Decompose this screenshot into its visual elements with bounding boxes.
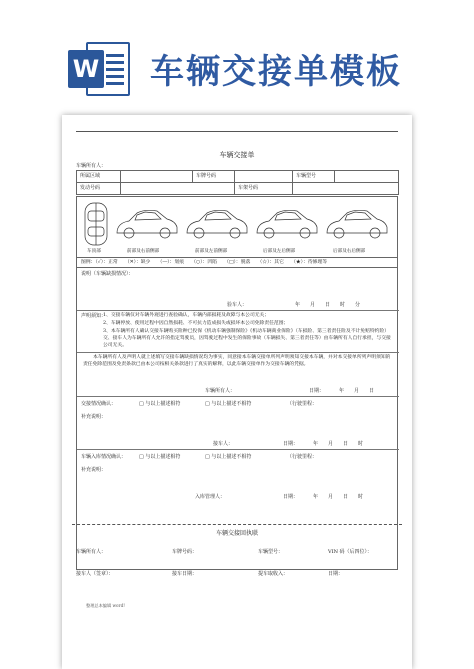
return-same-checkbox[interactable]: □ 与以上描述相符 [139, 454, 181, 460]
return-check-label: 车辆入库情况确认： [81, 454, 127, 460]
car-view-label: 后部及右后侧部 [333, 249, 366, 254]
receipt-sign-date: 日期： [328, 571, 344, 577]
warehouse-sign-label: 入库管理人： [195, 494, 226, 500]
banner [0, 0, 474, 112]
owner-label: 车辆所有人： [76, 163, 107, 169]
declaration-3: 3、本车辆所有人确认交接车辆购买险种已投保《机动车辆强制保险》《机动车辆商业保险》（车损险、第三者责任险及不计免赔特约险）交、接车人为车辆所有人允许的指定驾驶员，因驾驶过程中发生的保险事故（车辆损失、第三者责任等）由车辆所有人自行承担，与交接公司无关。 [103, 329, 391, 348]
table-cell: 车辆型号 [293, 171, 335, 183]
inspection-date: 年 月 日 时 分 [295, 302, 361, 308]
receipt-date: 接车日期： [172, 571, 198, 577]
receiver-date-label: 日期： [283, 441, 299, 447]
receipt-receiver: 接车人（签章）： [76, 571, 114, 577]
return-mileage-label: （行驶里程： [287, 454, 318, 460]
logo-letter: W [68, 50, 104, 88]
car-view-label: 前部及左前侧部 [195, 249, 228, 254]
car-view-label: 前部及右前侧部 [127, 249, 160, 254]
table-cell: 车架号码 [235, 183, 293, 195]
vehicle-info-table [76, 170, 399, 195]
opt-same-label: 与以上描述相符 [145, 401, 181, 407]
table-cell [121, 183, 235, 195]
opt-diff-label: 与以上描述不相符 [211, 401, 252, 407]
receipt-title: 车辆交接回执联 [215, 530, 258, 537]
receiver-date: 年 月 日 时 [313, 441, 364, 447]
form-title: 车辆交接单 [219, 151, 255, 159]
receiver-sign-label: 接车人： [213, 441, 234, 447]
receipt-plate: 车牌号码： [172, 549, 198, 555]
warehouse-date: 年 月 日 时 [313, 494, 364, 500]
table-cell [335, 171, 399, 183]
car-view-label: 后部及左后侧部 [263, 249, 296, 254]
table-row [77, 183, 399, 195]
car-view-label: 车顶部 [87, 249, 101, 254]
declaration-label: 声明须知： [81, 313, 107, 319]
owner-sign-label: 车辆所有人： [205, 388, 236, 394]
legend: 图例：（✓）：正常 （✕）：缺少 （―）：划痕 （○）：凹陷 （□）：脱落 （☆）：其它 （★）：待修理等 [76, 258, 398, 268]
receipt-model: 车辆型号： [258, 549, 284, 555]
return-same-label: 与以上描述相符 [145, 454, 181, 460]
declaration-1: 1、交接车辆仅对车辆外观进行查验确认，车辆内部损耗及故障与本公司无关； [103, 313, 270, 318]
receipt-vin: VIN 码（后四位）： [328, 549, 373, 555]
mileage-label: （行驶里程： [287, 401, 318, 407]
owner-date-label: 日期： [309, 388, 325, 394]
table-cell: 所属区域 [77, 171, 121, 183]
warehouse-date-label: 日期： [283, 494, 299, 500]
banner-title: 车辆交接单模板 [150, 52, 402, 92]
table-cell: 发动号码 [77, 183, 121, 195]
car-outline-icon [77, 197, 399, 247]
table-cell [121, 171, 193, 183]
owner-statement: 本车辆所有人及声明人就上述填写交接车辆缺损情况均为事实，同意接本车辆交接单所列声明须知交接本车辆，并对本交接单所列声明须知的责任免除范围及免责条款已由本公司按相关条款进行了真实的解释，以此车辆交接单作为交接车辆的凭据。 [83, 355, 391, 367]
handover-check-label: 交接情况确认： [81, 401, 117, 407]
owner-date: 年 月 日 [339, 388, 375, 394]
table-cell [293, 183, 399, 195]
page-footer: 整理总本编辑 word! [86, 603, 125, 608]
table-cell [235, 171, 293, 183]
addl-label: 补充说明： [81, 414, 107, 420]
document-page [62, 115, 412, 669]
opt-same-checkbox[interactable]: □ 与以上描述相符 [139, 401, 181, 407]
receipt-fee: 提车取收入： [258, 571, 289, 577]
declaration-2: 2、车辆停放、使用过程中因自然损耗、不可抗力造成损失或损坏本公司免除责任范围； [103, 321, 289, 326]
receipt-owner: 车辆所有人： [76, 549, 107, 555]
return-diff-checkbox[interactable]: □ 与以上描述不相符 [205, 454, 252, 460]
opt-diff-checkbox[interactable]: □ 与以上描述不相符 [205, 401, 252, 407]
car-diagram [76, 196, 398, 258]
damage-desc-label: 说明（车辆缺损情况）： [81, 271, 134, 277]
inspector-sign-label: 验车人： [227, 302, 248, 308]
table-cell: 车牌号码 [193, 171, 235, 183]
table-row [77, 171, 399, 183]
word-logo-icon [68, 42, 130, 96]
return-diff-label: 与以上描述不相符 [211, 454, 252, 460]
return-addl-label: 补充说明： [81, 467, 107, 473]
